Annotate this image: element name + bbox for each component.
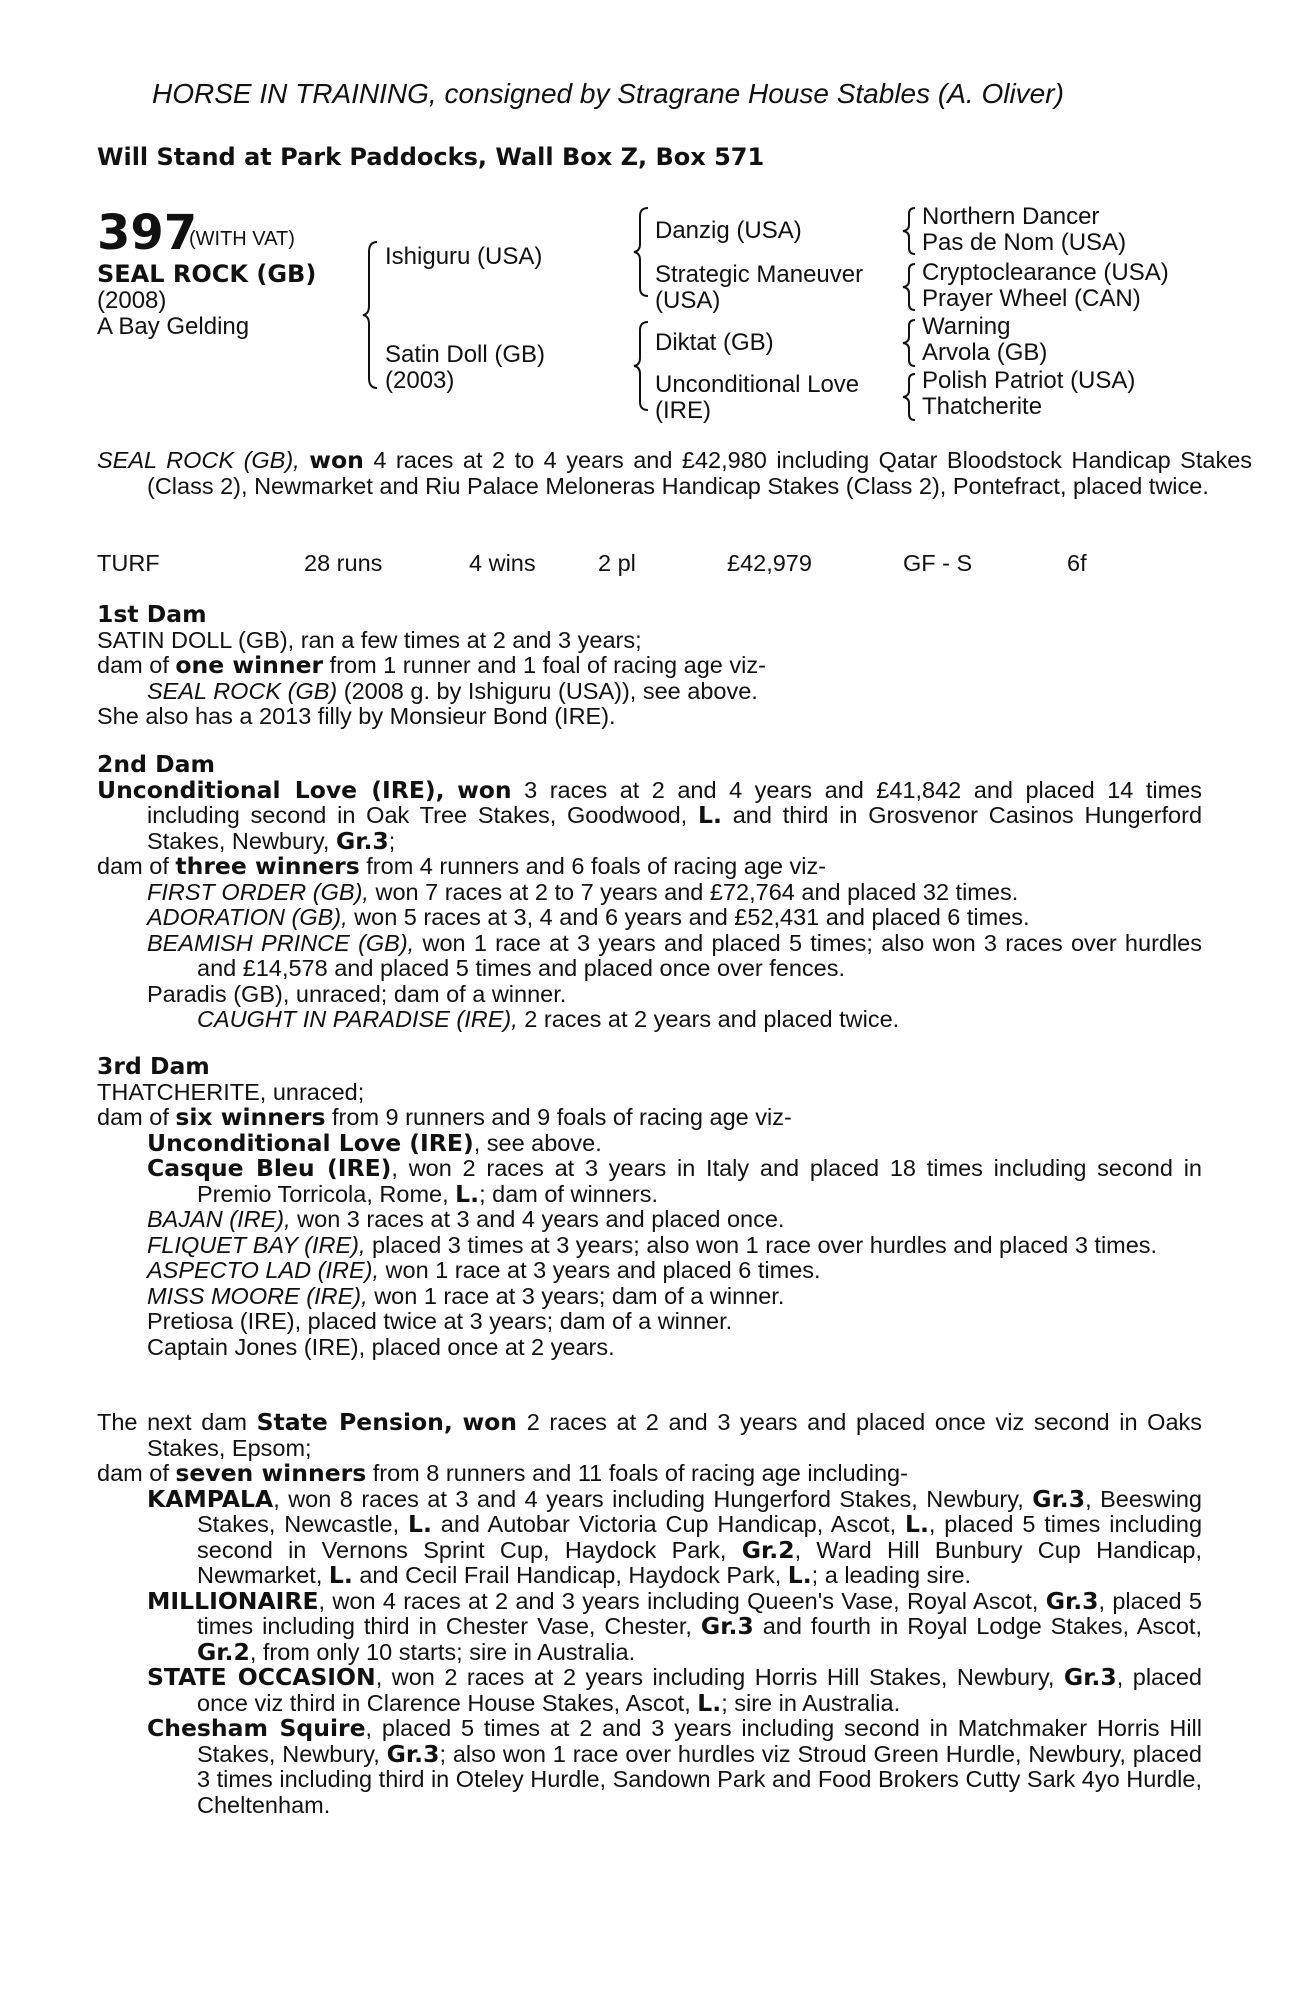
pedigree-sire: Ishiguru (USA) xyxy=(385,243,543,270)
pedigree-brace-sire-dam xyxy=(361,240,381,390)
second-dam-produce-2: ADORATION (GB), won 5 races at 3, 4 and 6 years and £52,431 and placed 6 times. xyxy=(147,904,1030,930)
pedigree-g4: Prayer Wheel (CAN) xyxy=(922,285,1141,312)
third-dam-line: THATCHERITE, unraced; xyxy=(97,1078,365,1105)
pedigree-dam-year: (2003) xyxy=(385,367,455,394)
next-dam-produce-line: dam of seven winners from 8 runners and 11 foals of racing age including- xyxy=(97,1459,908,1487)
pedigree-dam-dam-country: (IRE) xyxy=(655,397,711,424)
second-dam-record: Unconditional Love (IRE), won 3 races at 2 and 4 years and £41,842 and placed 14 times including second in Oak Tree Stakes, Goodwood, L. and third in Grosvenor Casinos Hungerford Stakes, Newbury, Gr.3; xyxy=(97,775,1203,855)
turf-wins: 4 wins xyxy=(469,550,536,576)
pedigree-g2: Pas de Nom (USA) xyxy=(922,229,1127,256)
third-dam-produce-4: FLIQUET BAY (IRE), placed 3 times at 3 years; also won 1 race over hurdles and placed 3 times. xyxy=(147,1231,1158,1258)
next-dam-produce-kampala: KAMPALA, won 8 races at 3 and 4 years including Hungerford Stakes, Newbury, Gr.3, Beeswing Stakes, Newcastle, L. and Autobar Victoria Cup Handicap, Ascot, L., placed 5 times including second in Vernons Sprint Cup, Haydock Park, Gr.2, Ward Hill Bunbury Cup Handicap, Newmarket, L. and Cecil Frail Handicap, Haydock Park, L.; a leading sire. xyxy=(147,1484,1203,1589)
pedigree-brace-sire-line xyxy=(632,206,652,298)
pedigree-brace-g4 xyxy=(899,372,919,422)
first-dam-title: 1st Dam xyxy=(97,600,207,628)
pedigree-brace-g1 xyxy=(899,206,919,256)
second-dam-produce-1: FIRST ORDER (GB), won 7 races at 2 to 7 years and £72,764 and placed 32 times. xyxy=(147,878,1019,905)
third-dam-produce-line: dam of six winners from 9 runners and 9 foals of racing age viz- xyxy=(97,1103,792,1131)
first-dam-produce-line: dam of one winner from 1 runner and 1 foal of racing age viz- xyxy=(97,651,766,679)
consignor-heading: HORSE IN TRAINING, consigned by Stragrane House Stables (A. Oliver) xyxy=(152,78,1064,109)
next-dam-produce-state-occasion: STATE OCCASION, won 2 races at 2 years including Horris Hill Stakes, Newbury, Gr.3, placed once viz third in Clarence House Stakes, Ascot, L.; sire in Australia. xyxy=(147,1663,1202,1717)
first-dam-produce-1: SEAL ROCK (GB) (2008 g. by Ishiguru (USA)), see above. xyxy=(147,677,758,704)
pedigree-brace-g2 xyxy=(899,262,919,312)
next-dam-record: The next dam State Pension, won 2 races at 2 and 3 years and placed once viz second in Oaks Stakes, Epsom; xyxy=(97,1408,1203,1461)
pedigree-brace-dam-line xyxy=(632,320,652,412)
second-dam-produce-4: Paradis (GB), unraced; dam of a winner. xyxy=(147,980,567,1007)
turf-surface: TURF xyxy=(97,550,160,576)
foaling-year: (2008) xyxy=(97,287,167,314)
next-dam-produce-chesham-squire: Chesham Squire, placed 5 times at 2 and 3 years including second in Matchmaker Horris Hill Stakes, Newbury, Gr.3; also won 1 race over hurdles viz Stroud Green Hurdle, Newbury, placed 3 times including third in Oteley Hurdle, Sandown Park and Food Brokers Cutty Sark 4yo Hurdle, Cheltenham. xyxy=(147,1714,1202,1818)
horse-name: SEAL ROCK (GB) xyxy=(97,260,317,288)
horse-description: A Bay Gelding xyxy=(97,313,250,340)
pedigree-g3: Cryptoclearance (USA) xyxy=(922,259,1169,286)
next-dam-produce-millionaire: MILLIONAIRE, won 4 races at 2 and 3 years including Queen's Vase, Royal Ascot, Gr.3, placed 5 times including third in Chester Vase, Chester, Gr.3 and fourth in Royal Lodge Stakes, Ascot, Gr.2, from only 10 starts; sire in Australia. xyxy=(147,1586,1202,1666)
third-dam-produce-6: MISS MOORE (IRE), won 1 race at 3 years; dam of a winner. xyxy=(147,1282,785,1309)
pedigree-brace-g3 xyxy=(899,318,919,368)
second-dam-section xyxy=(97,752,1202,1033)
third-dam-section xyxy=(97,1054,1202,1360)
pedigree-dam-dam: Unconditional Love xyxy=(655,371,860,398)
third-dam-produce-7: Pretiosa (IRE), placed twice at 3 years; dam of a winner. xyxy=(147,1308,733,1334)
third-dam-produce-3: BAJAN (IRE), won 3 races at 3 and 4 years and placed once. xyxy=(147,1206,785,1232)
pedigree-dam-sire: Diktat (GB) xyxy=(655,329,774,356)
pedigree-sire-dam: Strategic Maneuver xyxy=(655,261,864,288)
pedigree-g7: Polish Patriot (USA) xyxy=(922,367,1136,394)
third-dam-produce-1: Unconditional Love (IRE), see above. xyxy=(147,1128,602,1157)
pedigree-g5: Warning xyxy=(922,313,1011,340)
pedigree-sire-sire: Danzig (USA) xyxy=(655,217,802,244)
first-dam-note: She also has a 2013 filly by Monsieur Bond (IRE). xyxy=(97,703,616,729)
third-dam-title: 3rd Dam xyxy=(97,1052,210,1080)
lot-number: 397 xyxy=(97,205,198,261)
pedigree-g6: Arvola (GB) xyxy=(922,339,1048,366)
turf-going: GF - S xyxy=(903,550,973,576)
summary-won: won xyxy=(309,446,364,474)
vat-label: (WITH VAT) xyxy=(189,228,295,250)
pedigree-sire-dam-country: (USA) xyxy=(655,287,721,314)
summary-text: 4 races at 2 to 4 years and £42,980 including Qatar Bloodstock Handicap Stakes (Class 2), Newmarket and Riu Palace Meloneras Handicap Stakes (Class 2), Pontefract, placed twice. xyxy=(147,447,1253,499)
second-dam-produce-line: dam of three winners from 4 runners and 6 foals of racing age viz- xyxy=(97,852,827,880)
turf-distance: 6f xyxy=(1067,550,1087,576)
turf-placed: 2 pl xyxy=(598,550,636,576)
turf-record xyxy=(97,550,1207,580)
second-dam-grandproduce: CAUGHT IN PARADISE (IRE), 2 races at 2 years and placed twice. xyxy=(197,1006,900,1032)
first-dam-section xyxy=(97,602,1202,730)
stable-location: Will Stand at Park Paddocks, Wall Box Z, Box 571 xyxy=(97,143,765,171)
third-dam-produce-2: Casque Bleu (IRE), won 2 races at 3 years in Italy and placed 18 times including second in Premio Torricola, Rome, L.; dam of winners. xyxy=(147,1154,1202,1208)
second-dam-title: 2nd Dam xyxy=(97,750,215,778)
third-dam-produce-5: ASPECTO LAD (IRE), won 1 race at 3 years and placed 6 times. xyxy=(147,1257,821,1283)
pedigree-dam: Satin Doll (GB) xyxy=(385,341,546,368)
third-dam-produce-8: Captain Jones (IRE), placed once at 2 years. xyxy=(147,1333,615,1360)
turf-runs: 28 runs xyxy=(304,550,383,576)
second-dam-produce-3: BEAMISH PRINCE (GB), won 1 race at 3 years and placed 5 times; also won 3 races over hurdles and £14,578 and placed 5 times and placed once over fences. xyxy=(147,929,1202,981)
next-dam-section xyxy=(97,1410,1202,1818)
race-summary xyxy=(97,448,1252,499)
turf-earnings: £42,979 xyxy=(727,550,812,576)
first-dam-line: SATIN DOLL (GB), ran a few times at 2 and 3 years; xyxy=(97,626,642,653)
pedigree-g1: Northern Dancer xyxy=(922,203,1100,230)
pedigree-g8: Thatcherite xyxy=(922,393,1043,420)
summary-horse-name: SEAL ROCK (GB), xyxy=(97,447,300,473)
